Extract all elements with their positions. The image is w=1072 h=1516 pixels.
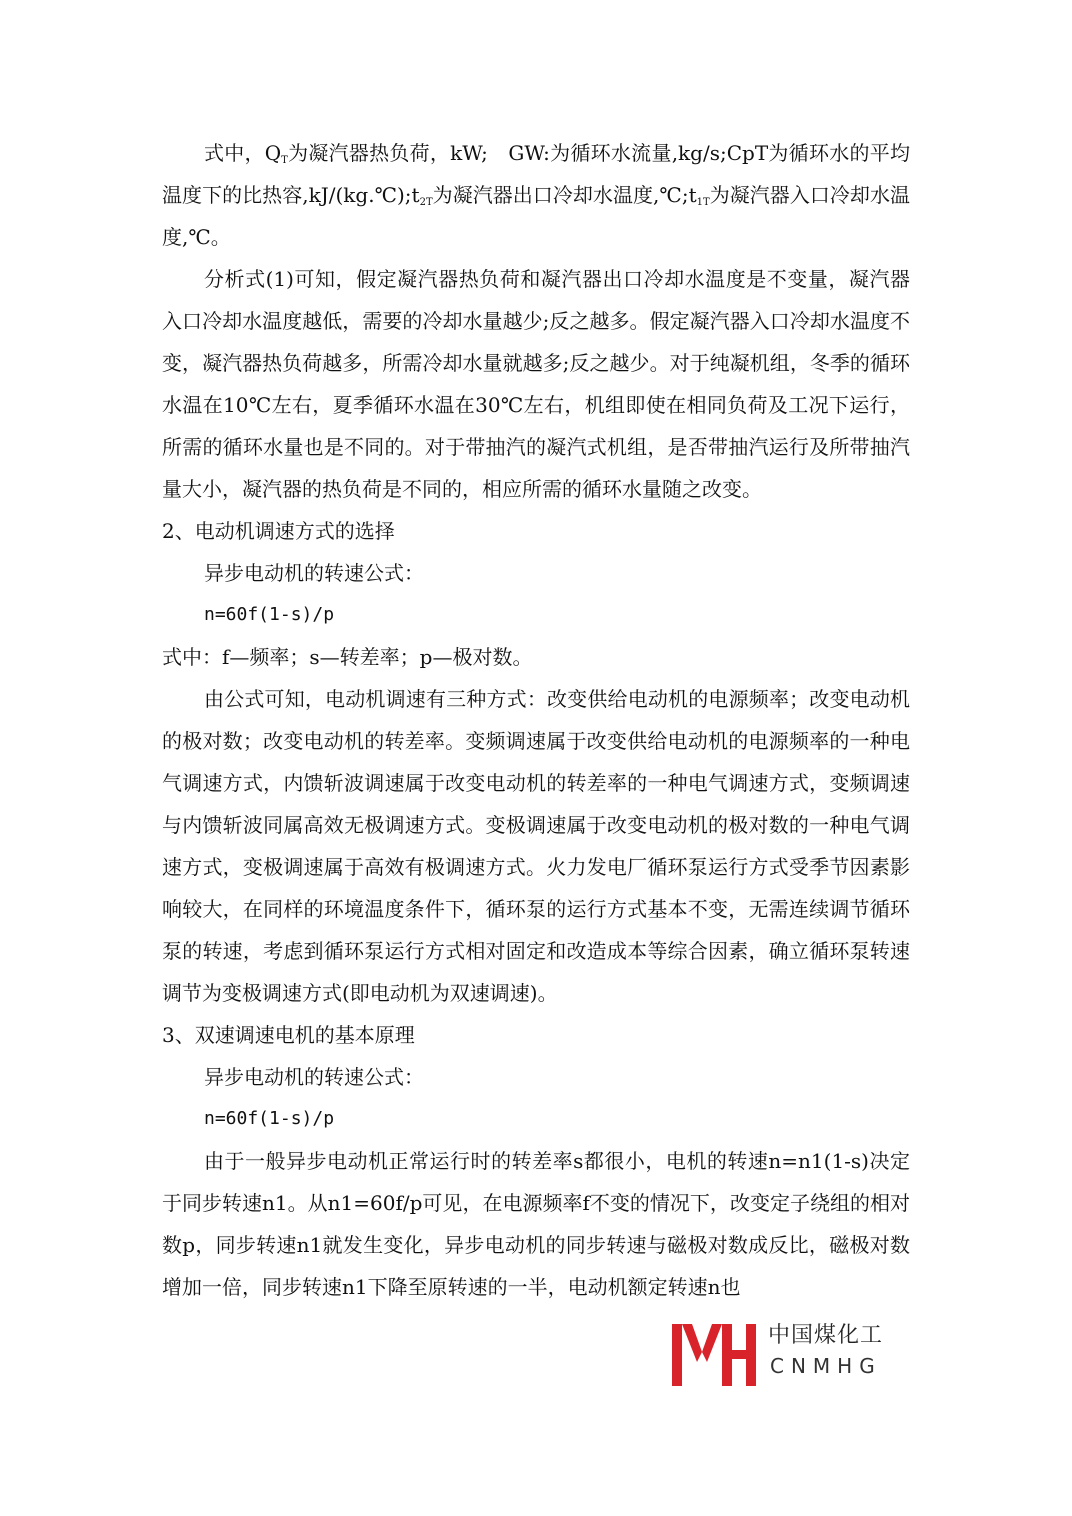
paragraph-dual-speed-principle: 由于一般异步电动机正常运行时的转差率s都很小，电机的转速n=n1(1-s)决定于同步转速n1。从n1=60f/p可见，在电源频率f不变的情况下，改变定子绕组的相对数p，同步转速n1就发生变化，异步电动机的同步转速与磁极对数成反比，磁极对数增加一倍，同步转速n1下降至原转速的一半，电动机额定转速n也 bbox=[162, 1149, 910, 1299]
paragraph-speed-control-methods: 由公式可知，电动机调速有三种方式：改变供给电动机的电源频率；改变电动机的极对数；改变电动机的转差率。变频调速属于改变供给电动机的电源频率的一种电气调速方式，内馈斩波调速属于改变电动机的转差率的一种电气调速方式，变频调速与内馈斩波同属高效无极调速方式。变极调速属于改变电动机的极对数的一种电气调速方式，变极调速属于高效有极调速方式。火力发电厂循环泵运行方式受季节因素影响较大，在同样的环境温度条件下，循环泵的运行方式基本不变，无需连续调节循环泵的转速，考虑到循环泵运行方式相对固定和改造成本等综合因素，确立循环泵转速调节为变极调速方式(即电动机为双速调速)。 bbox=[162, 687, 910, 1005]
speed-formula-intro: 异步电动机的转速公式： bbox=[204, 1065, 424, 1089]
speed-formula: n=60f(1-s)/p bbox=[204, 604, 335, 625]
document-body bbox=[162, 132, 910, 1308]
paragraph-analysis: 分析式(1)可知，假定凝汽器热负荷和凝汽器出口冷却水温度是不变量，凝汽器入口冷却水温度越低，需要的冷却水量越少;反之越多。假定凝汽器入口冷却水温度不变，凝汽器热负荷越多，所需冷却水量就越多;反之越少。对于纯凝机组，冬季的循环水温在10℃左右，夏季循环水温在30℃左右，机组即使在相同负荷及工况下运行，所需的循环水量也是不同的。对于带抽汽的凝汽式机组，是否带抽汽运行及所带抽汽量大小，凝汽器的热负荷是不同的，相应所需的循环水量随之改变。 bbox=[162, 267, 910, 501]
formula-variable-definitions: 式中：f—频率；s—转差率；p—极对数。 bbox=[162, 645, 533, 669]
speed-formula-intro: 异步电动机的转速公式： bbox=[204, 561, 424, 585]
speed-formula: n=60f(1-s)/p bbox=[204, 1108, 335, 1129]
watermark-logo bbox=[670, 1316, 890, 1392]
section-heading-3: 3、双速调速电机的基本原理 bbox=[162, 1023, 415, 1047]
paragraph-symbol-definitions: 式中，$Q_T$为凝汽器热负荷，kW; GW:为循环水流量,kg/s;CpT为循环水的平均温度下的比热容$,kJ/(kg.℃);t_{2T}$为凝汽器出口冷却水温度$,℃;t_{1T}$为凝汽器入口冷却水温度,℃。 bbox=[162, 141, 910, 249]
section-heading-2: 2、电动机调速方式的选择 bbox=[162, 519, 395, 543]
watermark-text-en: CNMHG bbox=[770, 1354, 882, 1378]
cnmhg-logo-icon bbox=[670, 1316, 760, 1388]
watermark-text-cn: 中国煤化工 bbox=[768, 1318, 883, 1349]
